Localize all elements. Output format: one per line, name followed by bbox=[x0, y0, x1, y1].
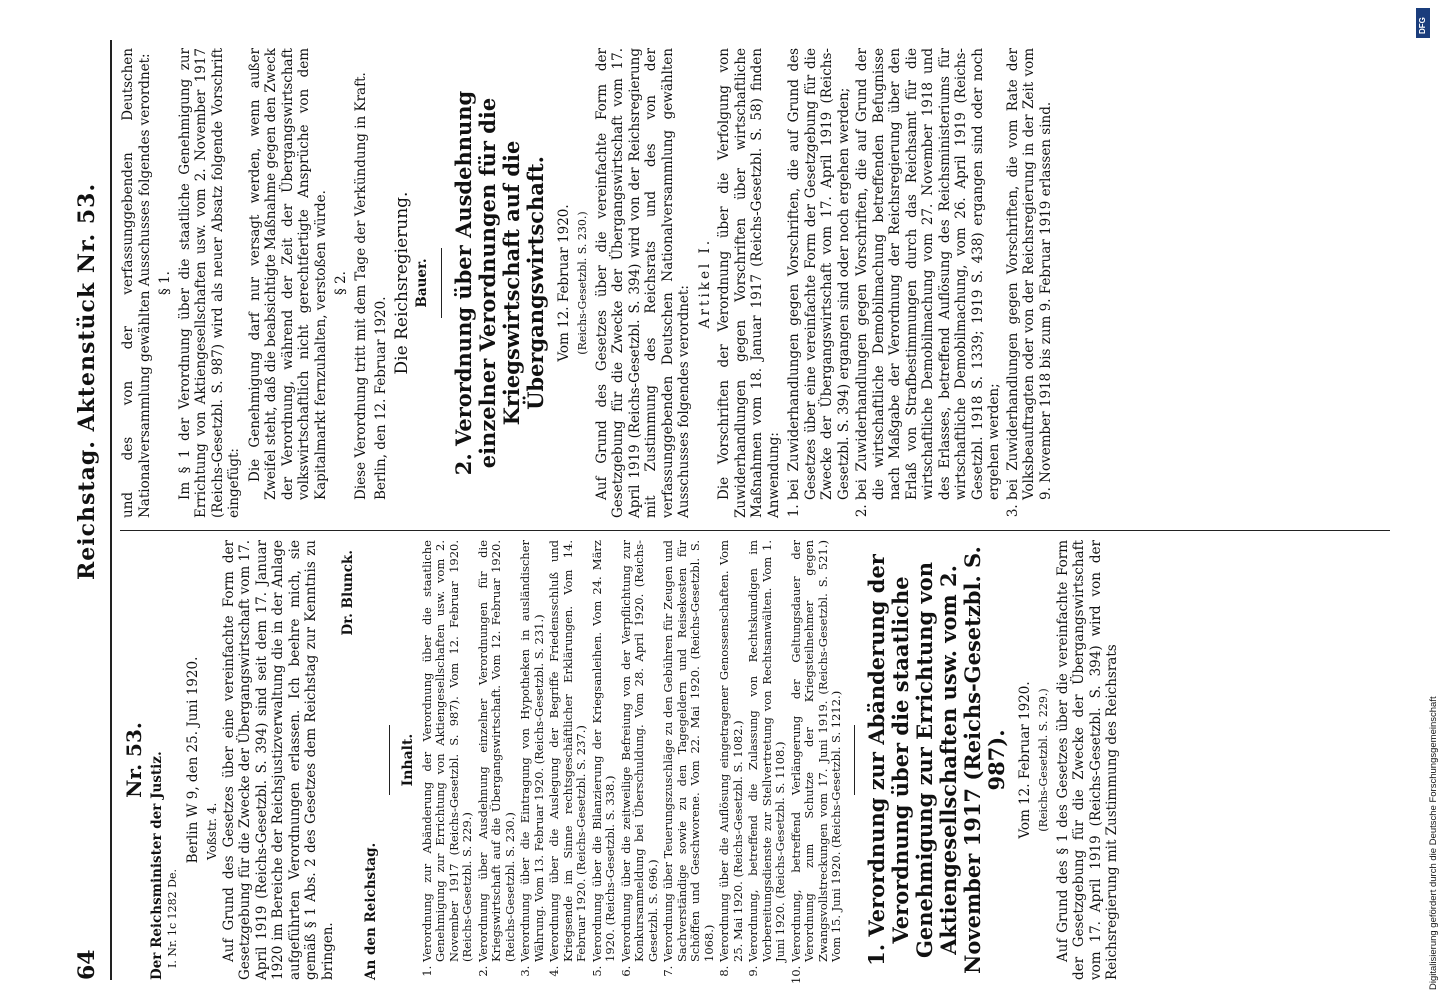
para1-quote: Die Genehmigung darf nur versagt werden, wenn außer Zweifel steht, daß die beabsichtigte Maßnahme gegen den Zweck der Verordnung, während der Zeit der Übergangswirtschaft volkswirtschaftlich nicht gerechtfertigte Ansprüche von dem Kapitalmarkt fernzuhalten, verstoßen würde. bbox=[246, 48, 329, 500]
street: Voßstr. 4. bbox=[205, 802, 219, 860]
section1-title: 1. Verordnung zur Abänderung der Verordnung über die staatliche Genehmigung zur Errichtung von Aktiengesellschaften usw. vom 2. November 1917 (Reichs-Gesetzbl. S. 987). bbox=[863, 546, 1009, 974]
section2-title: 2. Verordnung über Ausdehnung einzelner Verordnungen für die Kriegswirtschaft auf die Übergangswirtschaft. bbox=[450, 90, 548, 476]
contents-item: 4. Verordnung über die Auslegung der Begriffe Friedensschluß und Kriegsende im Sinne rechtsgeschäftlicher Erklärungen. Vom 14. Februar 1920. (Reichs-Gesetzbl. S. 237.) bbox=[548, 540, 589, 962]
government: Die Reichsregierung. bbox=[391, 191, 412, 375]
column-divider bbox=[120, 530, 1390, 531]
page-number: 64 bbox=[74, 949, 100, 980]
contents-item: 7. Verordnung über Teuerungszuschläge zu den Gebühren für Zeugen und Sachverständige sowie zu den Tagegeldern und Reisekosten für Schöffen und Geschworene. Vom 22. Mai 1920. (Reichs-Gesetzbl. S. 1068.) bbox=[662, 540, 716, 962]
page-header bbox=[70, 40, 110, 980]
separator bbox=[389, 725, 390, 795]
section2-date: Vom 12. Februar 1920. bbox=[555, 204, 572, 362]
dfg-logo bbox=[1416, 8, 1430, 38]
article-item: 2. bei Zuwiderhandlungen gegen Vorschriften, die auf Grund der die wirtschaftliche Demobilmachung betreffenden Befugnisse nach Maßgabe der Verordnung der Reichsregierung über den Erlaß von Strafbestimmungen durch das Reichsamt für die wirtschaftliche Demobilmachung vom 27. November 1918 und des Erlasses, betreffend Auflösung des Reichsministeriums für wirtschaftliche Demobilmachung, vom 26. April 1919 (Reichs-Gesetzbl. 1918 S. 1339; 1919 S. 438) ergangen sind oder noch ergehen werden; bbox=[854, 48, 1003, 500]
contents-item: 8. Verordnung über die Auflösung eingetragener Genossenschaften. Vom 25. Mai 1920. (Reichs-Gesetzbl. S. 1082.) bbox=[718, 540, 745, 962]
section1-ref: (Reichs-Gesetzbl. S. 229.) bbox=[1037, 688, 1050, 832]
para1-heading: § 1. bbox=[157, 271, 173, 295]
separator bbox=[441, 248, 442, 318]
separator bbox=[854, 725, 855, 795]
place-date: Berlin W 9, den 25. Juni 1920. bbox=[184, 656, 201, 864]
contents-item: 3. Verordnung über die Eintragung von Hypotheken in ausländischer Währung. Vom 13. Februar 1920. (Reichs-Gesetzbl. S. 231.) bbox=[519, 540, 546, 962]
intro-text: und des von der verfassunggebenden Deutschen Nationalversammlung gewählten Ausschusses folgendes verordnet: bbox=[120, 48, 153, 518]
doc-number: Nr. 53. bbox=[122, 722, 146, 798]
dfg-logo-text: DFG bbox=[1418, 17, 1427, 34]
contents-item: 10. Verordnung, betreffend Verlängerung der Geltungsdauer der Verordnung zum Schutze der Kriegsteilnehmer gegen Zwangsvollstreckungen vom 17. Juni 1919. (Reichs-Gesetzbl. S. 521.) Vom 15. Juni 1920. (Reichs-Gesetzbl. S. 1212.) bbox=[790, 540, 844, 962]
article-item: 3. bei Zuwiderhandlungen gegen Vorschriften, die vom Rate der Volksbeauftragten oder von der Reichsregierung in der Zeit vom 9. November 1918 bis zum 9. Februar 1919 erlassen sind. bbox=[1005, 48, 1055, 500]
signature-right: Bauer. bbox=[414, 258, 430, 308]
place-date-right: Berlin, den 12. Februar 1920. bbox=[373, 296, 389, 500]
contents-title: Inhalt. bbox=[400, 733, 416, 787]
rotated-page-content bbox=[70, 40, 1390, 980]
reference: I. Nr. 1c 1282 De. bbox=[166, 869, 179, 968]
article-item: 1. bei Zuwiderhandlungen gegen Vorschriften, die auf Grund des Gesetzes über eine vereinfachte Form der Gesetzgebung für die Zwecke der Übergangswirtschaft vom 17. April 1919 (Reichs-Gesetzbl. S. 394) ergangen sind oder noch ergehen werden; bbox=[786, 48, 852, 500]
article-items bbox=[786, 48, 1054, 518]
header-rule bbox=[110, 40, 112, 980]
addressee: An den Reichstag. bbox=[362, 842, 379, 980]
digitization-credit: Digitalisierung gefördert durch die Deutsche Forschungsgemeinschaft bbox=[1428, 696, 1439, 990]
letter-body: Auf Grund des Gesetzes über eine vereinfachte Form der Gesetzgebung für die Zwecke der Übergangswirtschaft vom 17. April 1919 (Reichs-Gesetzbl. S. 394) sind seit dem 17. Januar 1920 im Bereiche der Reichsjustizverwaltung die in der Anlage aufgeführten Verordnungen erlassen. Ich beehre mich, sie gemäß § 1 Abs. 2 des Gesetzes dem Reichstag zur Kenntnis zu bringen. bbox=[220, 540, 336, 980]
section1-body: Auf Grund des § 1 des Gesetzes über die vereinfachte Form der Gesetzgebung für die Zwecke der Übergangswirtschaft vom 17. April 1919 (Reichs-Gesetzbl. S. 394) wird von der Reichsregierung mit Zustimmung des Reichsrats bbox=[1054, 540, 1120, 980]
section2-ref: (Reichs-Gesetzbl. S. 230.) bbox=[576, 211, 589, 355]
contents-item: 1. Verordnung zur Abänderung der Verordnung über die staatliche Genehmigung zur Errichtung von Aktiengesellschaften usw. vom 2. November 1917 (Reichs-Gesetzbl. S. 987). Vom 12. Februar 1920. (Reichs-Gesetzbl. S. 229.) bbox=[421, 540, 475, 962]
contents-item: 6. Verordnung über die zeitweilige Befreiung von der Verpflichtung zur Konkursanmeldung bei Überschuldung. Vom 28. April 1920. (Reichs-Gesetzbl. S. 696.) bbox=[620, 540, 661, 962]
sender: Der Reichsminister der Justiz. bbox=[148, 751, 165, 980]
para2-text: Diese Verordnung tritt mit dem Tage der Verkündung in Kraft. bbox=[352, 72, 369, 500]
left-column bbox=[120, 540, 1125, 980]
letter-signature: Dr. Blunck. bbox=[340, 550, 356, 636]
header-title: Reichstag. Aktenstück Nr. 53. bbox=[74, 182, 100, 580]
article-heading: Artikel I. bbox=[696, 237, 713, 329]
contents-item: 5. Verordnung über die Bilanzierung der Kriegsanleihen. Vom 24. März 1920. (Reichs-Gesetzbl. S. 338.) bbox=[591, 540, 618, 962]
right-column bbox=[120, 48, 1056, 518]
section1-date: Vom 12. Februar 1920. bbox=[1016, 681, 1033, 839]
contents-item: 2. Verordnung über Ausdehnung einzelner Verordnungen für die Kriegswirtschaft auf die Übergangswirtschaft. Vom 12. Februar 1920. (Reichs-Gesetzbl. S. 230.) bbox=[477, 540, 518, 962]
article-text: Die Vorschriften der Verordnung über die Verfolgung von Zuwiderhandlungen gegen Vorschriften über wirtschaftliche Maßnahmen vom 18. Januar 1917 (Reichs-Gesetzbl. S. 58) finden Anwendung: bbox=[716, 48, 782, 518]
para2-heading: § 2. bbox=[333, 271, 349, 295]
contents-item: 9. Verordnung, betreffend die Zulassung von Rechtskundigen im Vorbereitungsdienste zur Stellvertretung von Rechtsanwälten. Vom 1. Juni 1920. (Reichs-Gesetzbl. S. 1108.) bbox=[747, 540, 788, 962]
contents-list bbox=[421, 540, 844, 980]
section2-body: Auf Grund des Gesetzes über die vereinfachte Form der Gesetzgebung für die Zwecke der Übergangswirtschaft vom 17. April 1919 (Reichs-Gesetzbl. S. 394) wird von der Reichsregierung mit Zustimmung des Reichsrats und des von der verfassunggebenden Deutschen Nationalversammlung gewählten Ausschusses folgendes verordnet: bbox=[593, 48, 692, 518]
para1-text: Im § 1 der Verordnung über die staatliche Genehmigung zur Errichtung von Aktiengesellschaften usw. vom 2. November 1917 (Reichs-Gesetzbl. S. 987) wird als neuer Absatz folgende Vorschrift eingefügt: bbox=[176, 48, 242, 518]
